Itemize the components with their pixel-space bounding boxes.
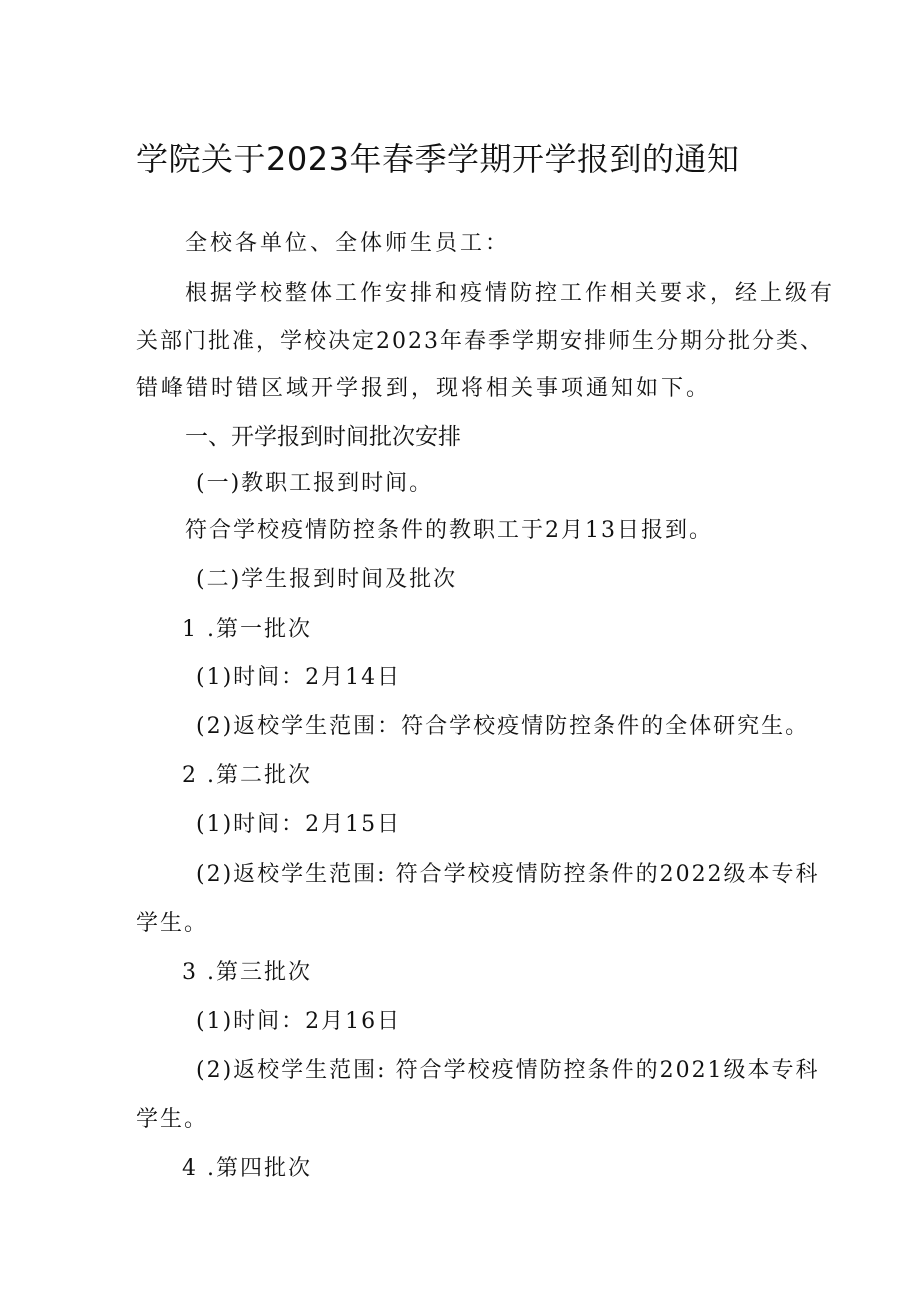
batch-2-scope-line-2: 学生。 (136, 911, 209, 936)
batch-3-scope-line-2: 学生。 (136, 1107, 209, 1132)
batch-4-title: 4 .第四批次 (182, 1156, 312, 1181)
batch-2-time: (1)时间：2月15日 (196, 812, 402, 837)
subsection-1-body: 符合学校疫情防控条件的教职工于2月13日报到。 (185, 518, 713, 543)
batch-1-scope: (2)返校学生范围：符合学校疫情防控条件的全体研究生。 (196, 714, 810, 739)
intro-line-2: 关部门批准，学校决定2023年春季学期安排师生分期分批分类、 (136, 329, 824, 354)
section-heading-1: 一、开学报到时间批次安排 (185, 424, 461, 450)
document-title: 学院关于2023年春季学期开学报到的通知 (136, 140, 740, 178)
batch-2-title: 2 .第二批次 (182, 763, 312, 788)
batch-3-title: 3 .第三批次 (182, 960, 312, 985)
batch-3-time: (1)时间：2月16日 (196, 1009, 402, 1034)
batch-1-time: (1)时间：2月14日 (196, 665, 402, 690)
batch-1-title: 1 .第一批次 (182, 617, 312, 642)
batch-2-scope-line-1: (2)返校学生范围: 符合学校疫情防控条件的2022级本专科 (196, 862, 820, 887)
subsection-1-title: (一)教职工报到时间。 (196, 471, 434, 496)
intro-line-1: 根据学校整体工作安排和疫情防控工作相关要求，经上级有 (185, 281, 836, 306)
intro-line-3: 错峰错时错区域开学报到，现将相关事项通知如下。 (136, 376, 712, 401)
batch-3-scope-line-1: (2)返校学生范围: 符合学校疫情防控条件的2021级本专科 (196, 1058, 820, 1083)
subsection-2-title: (二)学生报到时间及批次 (196, 567, 458, 592)
salutation: 全校各单位、全体师生员工： (185, 231, 511, 256)
